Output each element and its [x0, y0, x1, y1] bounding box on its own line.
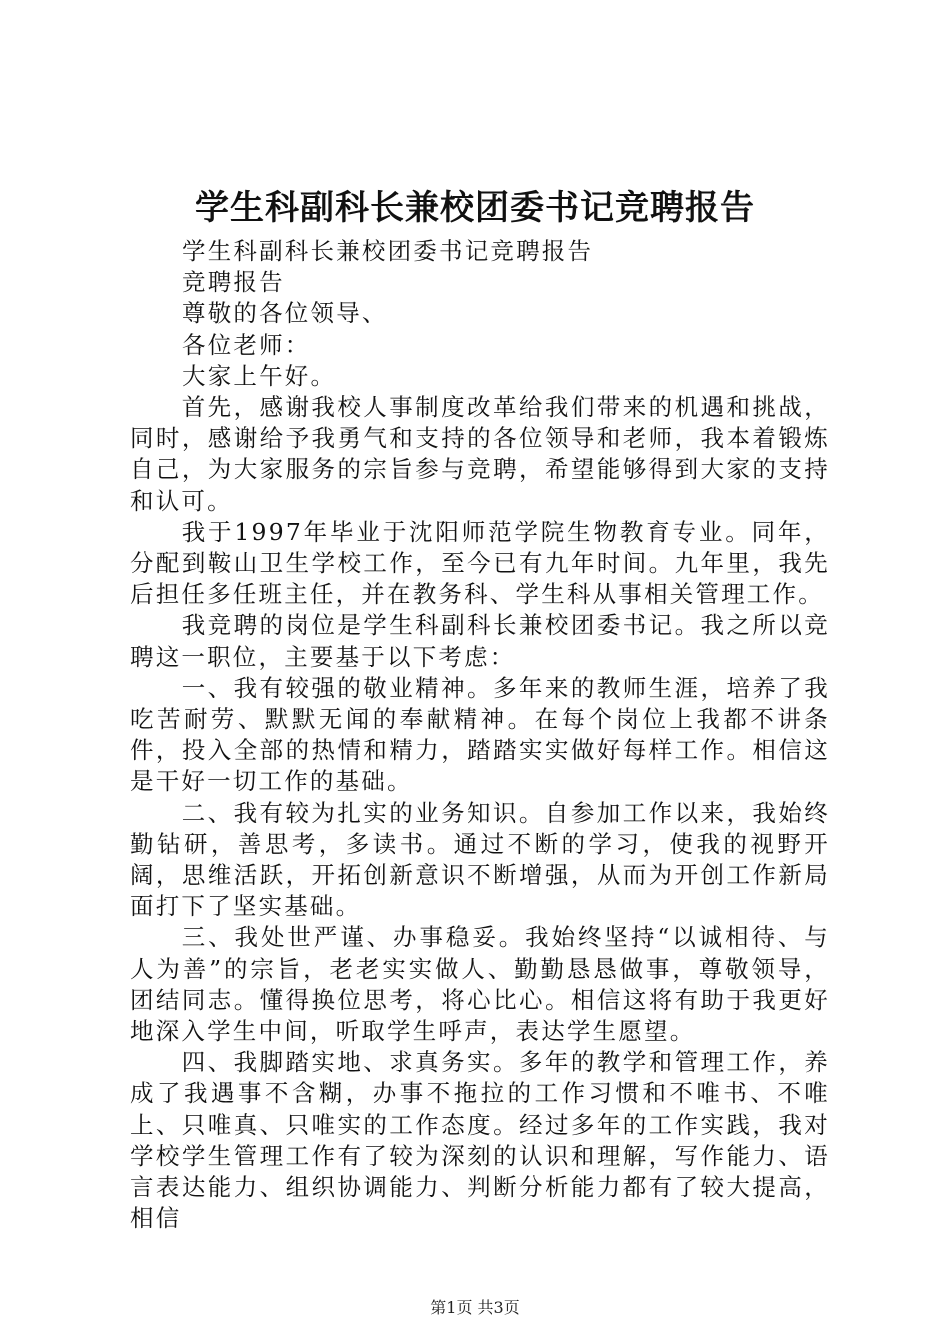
greeting-line: 大家上午好。 [182, 361, 337, 390]
salutation-line: 尊敬的各位领导、 [182, 299, 388, 328]
subtitle-line: 学生科副科长兼校团委书记竞聘报告 [182, 237, 594, 265]
salutation-line: 各位老师： [182, 330, 311, 359]
document-body [130, 236, 830, 1235]
body-paragraph: 一、我有较强的敬业精神。多年来的教师生涯，培养了我吃苦耐劳、默默无闻的奉献精神。在每个岗位上我都不讲条件，投入全部的热情和精力，踏踏实实做好每样工作。相信这是干好一切工作的基础。 [130, 673, 830, 796]
body-paragraph: 我竞聘的岗位是学生科副科长兼校团委书记。我之所以竞聘这一职位，主要基于以下考虑： [130, 611, 830, 671]
body-paragraph: 三、我处世严谨、办事稳妥。我始终坚持“以诚相待、与人为善”的宗旨，老老实实做人、勤勤恳恳做事，尊敬领导，团结同志。懂得换位思考，将心比心。相信这将有助于我更好地深入学生中间，听取学生呼声，表达学生愿望。 [130, 923, 830, 1046]
page-number-footer: 第1页 共3页 [430, 1298, 520, 1317]
body-paragraph: 我于1997年毕业于沈阳师范学院生物教育专业。同年，分配到鞍山卫生学校工作，至今已有九年时间。九年里，我先后担任多任班主任，并在教务科、学生科从事相关管理工作。 [130, 517, 830, 609]
subtitle-line: 竞聘报告 [182, 268, 285, 297]
body-paragraph: 四、我脚踏实地、求真务实。多年的教学和管理工作，养成了我遇事不含糊，办事不拖拉的工作习惯和不唯书、不唯上、只唯真、只唯实的工作态度。经过多年的工作实践，我对学校学生管理工作有了较为深刻的认识和理解，写作能力、语言表达能力、组织协调能力、判断分析能力都有了较大提高，相信 [130, 1048, 830, 1233]
body-paragraph: 首先，感谢我校人事制度改革给我们带来的机遇和挑战，同时，感谢给予我勇气和支持的各位领导和老师，我本着锻炼自己，为大家服务的宗旨参与竞聘，希望能够得到大家的支持和认可。 [130, 393, 830, 515]
document-title: 学生科副科长兼校团委书记竞聘报告 [195, 188, 755, 228]
body-paragraph: 二、我有较为扎实的业务知识。自参加工作以来，我始终勤钻研，善思考，多读书。通过不断的学习，使我的视野开阔，思维活跃，开拓创新意识不断增强，从而为开创工作新局面打下了坚实基础。 [130, 798, 830, 921]
